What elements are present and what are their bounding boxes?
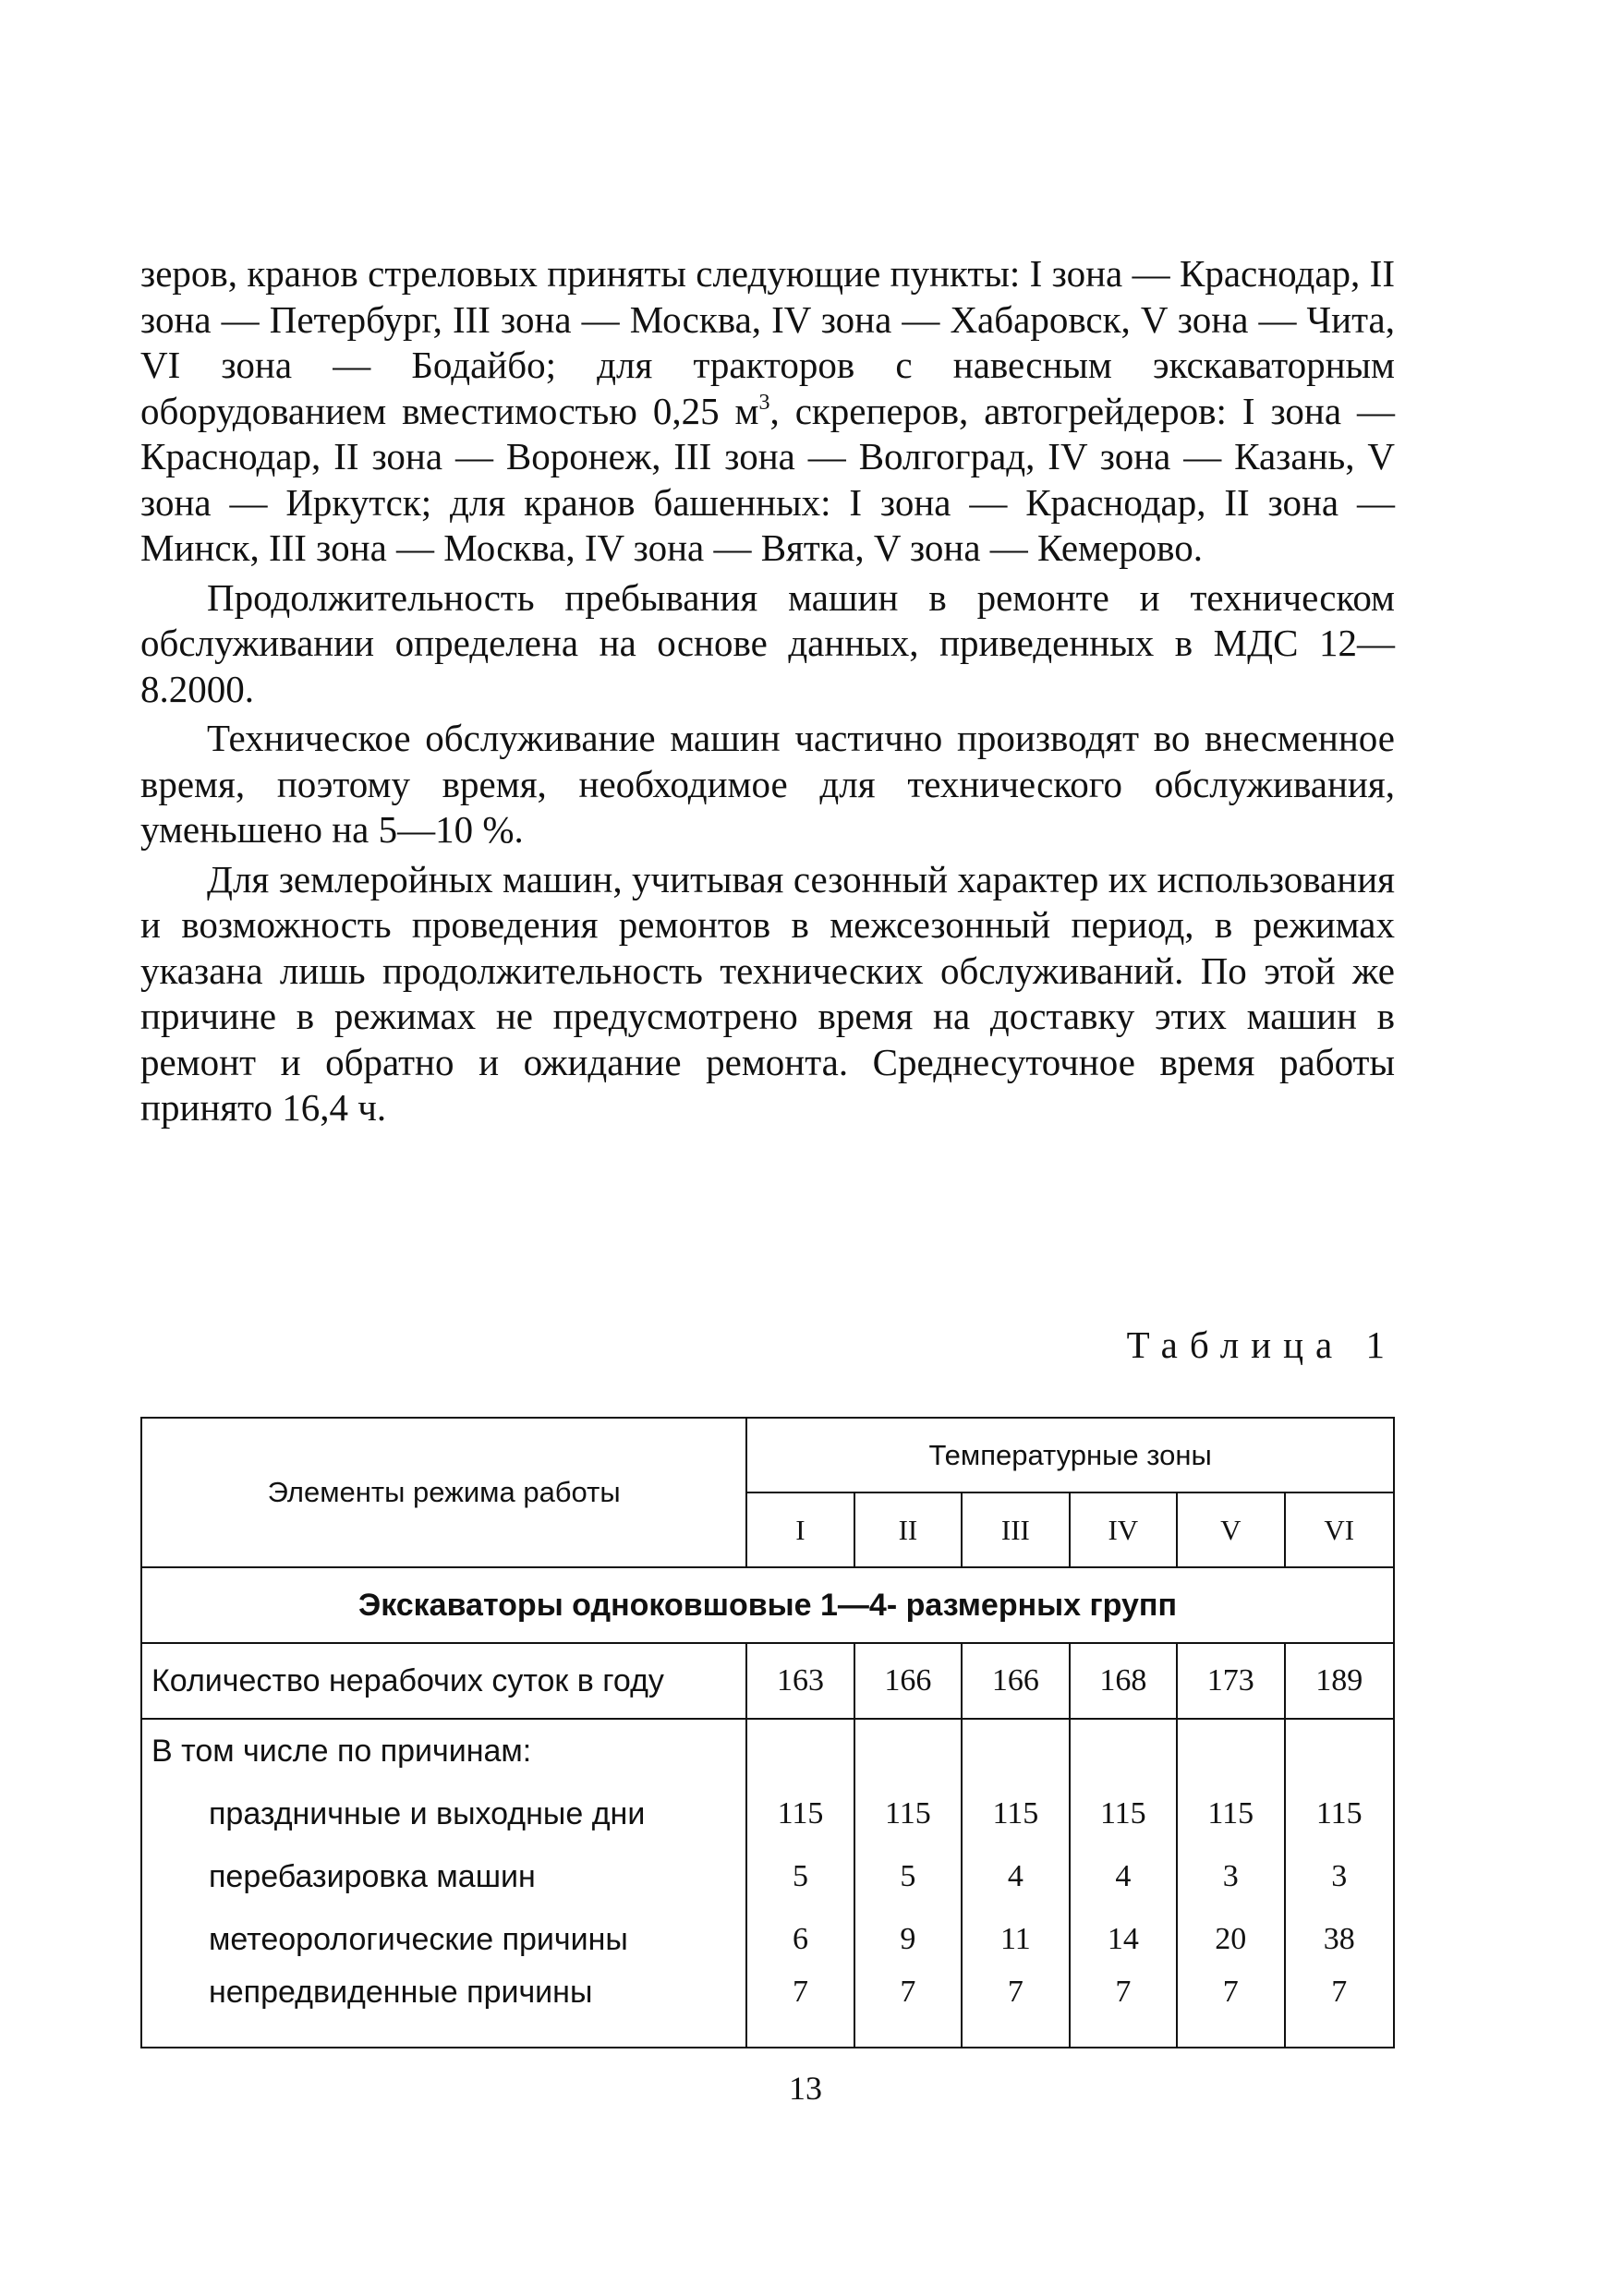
row-value: 7 xyxy=(1070,1971,1177,2048)
table-row xyxy=(141,1845,1394,1908)
work-regime-table xyxy=(140,1417,1395,2048)
subheading-label: В том числе по причинам: xyxy=(141,1719,746,1782)
paragraph-earthmoving: Для землеройных машин, учитывая сезонный характер их использования и возможность проведения ремонтов в межсезонный период, в режимах указана лишь продолжительность технических обслуживаний. По этой же причине в режимах не предусмотрено время на доставку этих машин в ремонт и обратно и ожидание ремонта. Среднесуточное время работы принято 16,4 ч. xyxy=(140,857,1395,1129)
table-row xyxy=(141,1971,1394,2048)
row-value: 14 xyxy=(1070,1908,1177,1971)
zone-header: VI xyxy=(1285,1492,1395,1567)
row-value: 7 xyxy=(746,1971,854,2048)
zone-header: IV xyxy=(1070,1492,1177,1567)
row-value: 4 xyxy=(1070,1845,1177,1908)
total-value: 173 xyxy=(1177,1643,1284,1719)
total-label: Количество нерабочих суток в году xyxy=(141,1643,746,1719)
row-value: 20 xyxy=(1177,1908,1284,1971)
row-label: непредвиденные причины xyxy=(141,1971,746,2048)
row-value: 115 xyxy=(1177,1782,1284,1845)
row-value: 3 xyxy=(1285,1845,1395,1908)
page-number: 13 xyxy=(789,2070,822,2107)
paragraph-zones xyxy=(140,251,1395,572)
subheading-row xyxy=(141,1719,1394,1782)
total-value: 189 xyxy=(1285,1643,1395,1719)
header-zones: Температурные зоны xyxy=(746,1418,1394,1492)
row-value: 7 xyxy=(1177,1971,1284,2048)
zone-header: II xyxy=(854,1492,962,1567)
row-label: метеорологические причины xyxy=(141,1908,746,1971)
total-value: 166 xyxy=(962,1643,1069,1719)
row-value: 6 xyxy=(746,1908,854,1971)
total-value: 163 xyxy=(746,1643,854,1719)
total-value: 166 xyxy=(854,1643,962,1719)
cubic-superscript: 3 xyxy=(758,390,770,415)
row-value: 3 xyxy=(1177,1845,1284,1908)
table-row xyxy=(141,1782,1394,1845)
row-value: 7 xyxy=(1285,1971,1395,2048)
row-value: 115 xyxy=(854,1782,962,1845)
zone-header: III xyxy=(962,1492,1069,1567)
row-label: перебазировка машин xyxy=(141,1845,746,1908)
header-row-1 xyxy=(141,1418,1394,1492)
row-value: 115 xyxy=(1070,1782,1177,1845)
group-row xyxy=(141,1567,1394,1643)
row-value: 7 xyxy=(854,1971,962,2048)
group-title: Экскаваторы одноковшовые 1—4- размерных групп xyxy=(141,1567,1394,1643)
row-value: 7 xyxy=(962,1971,1069,2048)
row-value: 38 xyxy=(1285,1908,1395,1971)
row-value: 115 xyxy=(746,1782,854,1845)
paragraph-zones-part1: зеров, кранов стреловых приняты следующие пункты: I зона — Краснодар, II зона — Петербург, III зона — Москва, IV зона — Хабаровск, V зона — Чита, VI зона — Бодайбо; для тракторов с навесным экскаваторным оборудованием вместимостью 0,25 м xyxy=(140,252,1395,432)
row-value: 4 xyxy=(962,1845,1069,1908)
paragraph-zones-part2: , скреперов, автогрейдеров: I зона — Краснодар, II зона — Воронеж, III зона — Волгоград, IV зона — Казань, V зона — Иркутск; для кранов башенных: I зона — Краснодар, II зона — Минск, III зона — Москва, IV зона — Вятка, V зона — Кемерово. xyxy=(140,389,1395,569)
row-value: 5 xyxy=(746,1845,854,1908)
row-value: 11 xyxy=(962,1908,1069,1971)
row-value: 115 xyxy=(1285,1782,1395,1845)
table-row xyxy=(141,1908,1394,1971)
zone-header: V xyxy=(1177,1492,1284,1567)
row-value: 5 xyxy=(854,1845,962,1908)
row-value: 115 xyxy=(962,1782,1069,1845)
total-row xyxy=(141,1643,1394,1719)
zone-header: I xyxy=(746,1492,854,1567)
header-elements: Элементы режима работы xyxy=(141,1418,746,1567)
row-label: праздничные и выходные дни xyxy=(141,1782,746,1845)
row-value: 9 xyxy=(854,1908,962,1971)
body-text xyxy=(140,251,1395,1135)
paragraph-repair-duration: Продолжительность пребывания машин в ремонте и техническом обслуживании определена на основе данных, приведенных в МДС 12—8.2000. xyxy=(140,575,1395,710)
paragraph-maintenance: Техническое обслуживание машин частично производят во внесменное время, поэтому время, необходимое для технического обслуживания, уменьшено на 5—10 %. xyxy=(140,717,1395,851)
table-title: Таблица 1 xyxy=(1126,1323,1397,1366)
total-value: 168 xyxy=(1070,1643,1177,1719)
